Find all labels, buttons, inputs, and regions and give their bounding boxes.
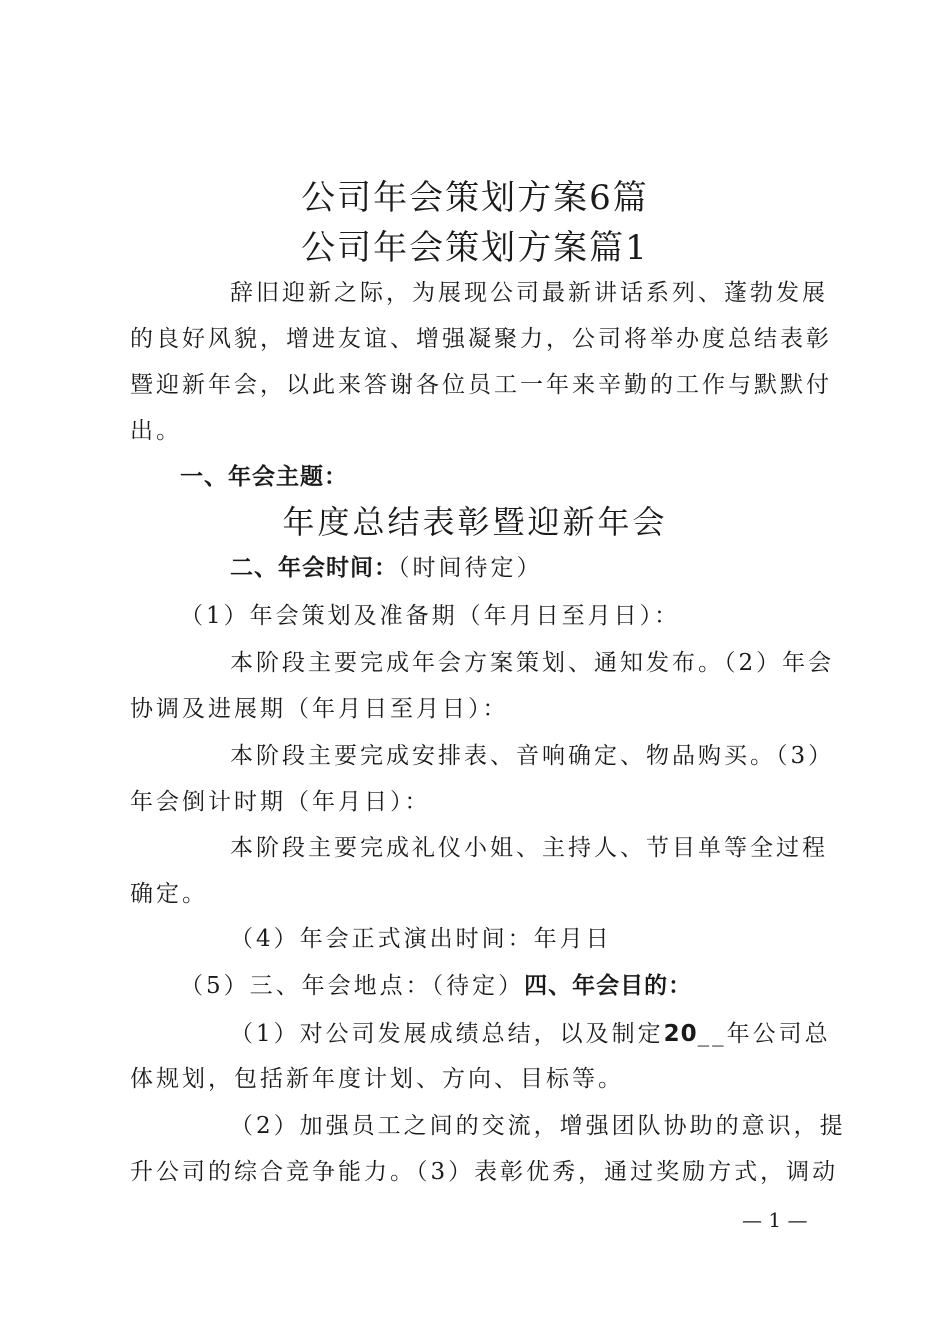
purpose-2-line-2: 升公司的综合竞争能力。（3）表彰优秀，通过奖励方式，调动 — [130, 1159, 839, 1185]
phase-2-desc-line-2: 年会倒计时期（年月日）： — [130, 789, 431, 815]
phase-3-desc-line-1: 本阶段主要完成礼仪小姐、主持人、节目单等全过程 — [230, 835, 828, 861]
purpose-1-year: 20 — [663, 1021, 698, 1047]
purpose-1-text-a: （1）对公司发展成绩总结，以及制定 — [230, 1021, 664, 1047]
document-subtitle: 公司年会策划方案篇1 — [301, 228, 649, 268]
section-4-heading: 四、年会目的： — [524, 973, 693, 999]
section-2-heading: 二、年会时间： — [230, 555, 398, 581]
phase-3-desc-line-2: 确定。 — [130, 881, 208, 907]
intro-line-2: 的良好风貌，增进友谊、增强凝聚力，公司将举办度总结表彰 — [130, 326, 832, 352]
intro-line-4: 出。 — [130, 418, 182, 444]
phase-1-desc-line-2: 协调及进展期（年月日至月日）： — [130, 696, 509, 722]
purpose-1-blank: __ — [697, 1021, 727, 1047]
phase-4: （4）年会正式演出时间：年月日 — [230, 926, 612, 952]
document-title: 公司年会策划方案6篇 — [301, 178, 649, 218]
purpose-2-line-1: （2）加强员工之间的交流，增强团队协助的意识，提 — [230, 1113, 846, 1139]
purpose-1-line-1 — [230, 1015, 831, 1048]
phase-1-desc-line-1: 本阶段主要完成年会方案策划、通知发布。（2）年会 — [230, 650, 835, 676]
section-2-note: （时间待定） — [398, 555, 543, 581]
page-number: — 1 — — [742, 1208, 808, 1232]
section-1-heading: 一、年会主题： — [180, 464, 348, 490]
phase-2-desc-line-1: 本阶段主要完成安排表、音响确定、物品购买。（3） — [230, 743, 835, 769]
purpose-1-text-b: 年公司总 — [726, 1021, 831, 1047]
section-2-line — [230, 549, 543, 582]
phase-5-line — [180, 967, 692, 1000]
phase-1: （1）年会策划及准备期（年月日至月日）： — [180, 603, 681, 629]
intro-line-1: 辞旧迎新之际，为展现公司最新讲话系列、蓬勃发展 — [230, 280, 828, 306]
annual-theme: 年度总结表彰暨迎新年会 — [282, 503, 668, 541]
purpose-1-line-2: 体规划，包括新年度计划、方向、目标等。 — [130, 1066, 624, 1092]
phase-5-venue: （5）三、年会地点：（待定） — [180, 973, 525, 999]
intro-line-3: 暨迎新年会，以此来答谢各位员工一年来辛勤的工作与默默付 — [130, 372, 832, 398]
